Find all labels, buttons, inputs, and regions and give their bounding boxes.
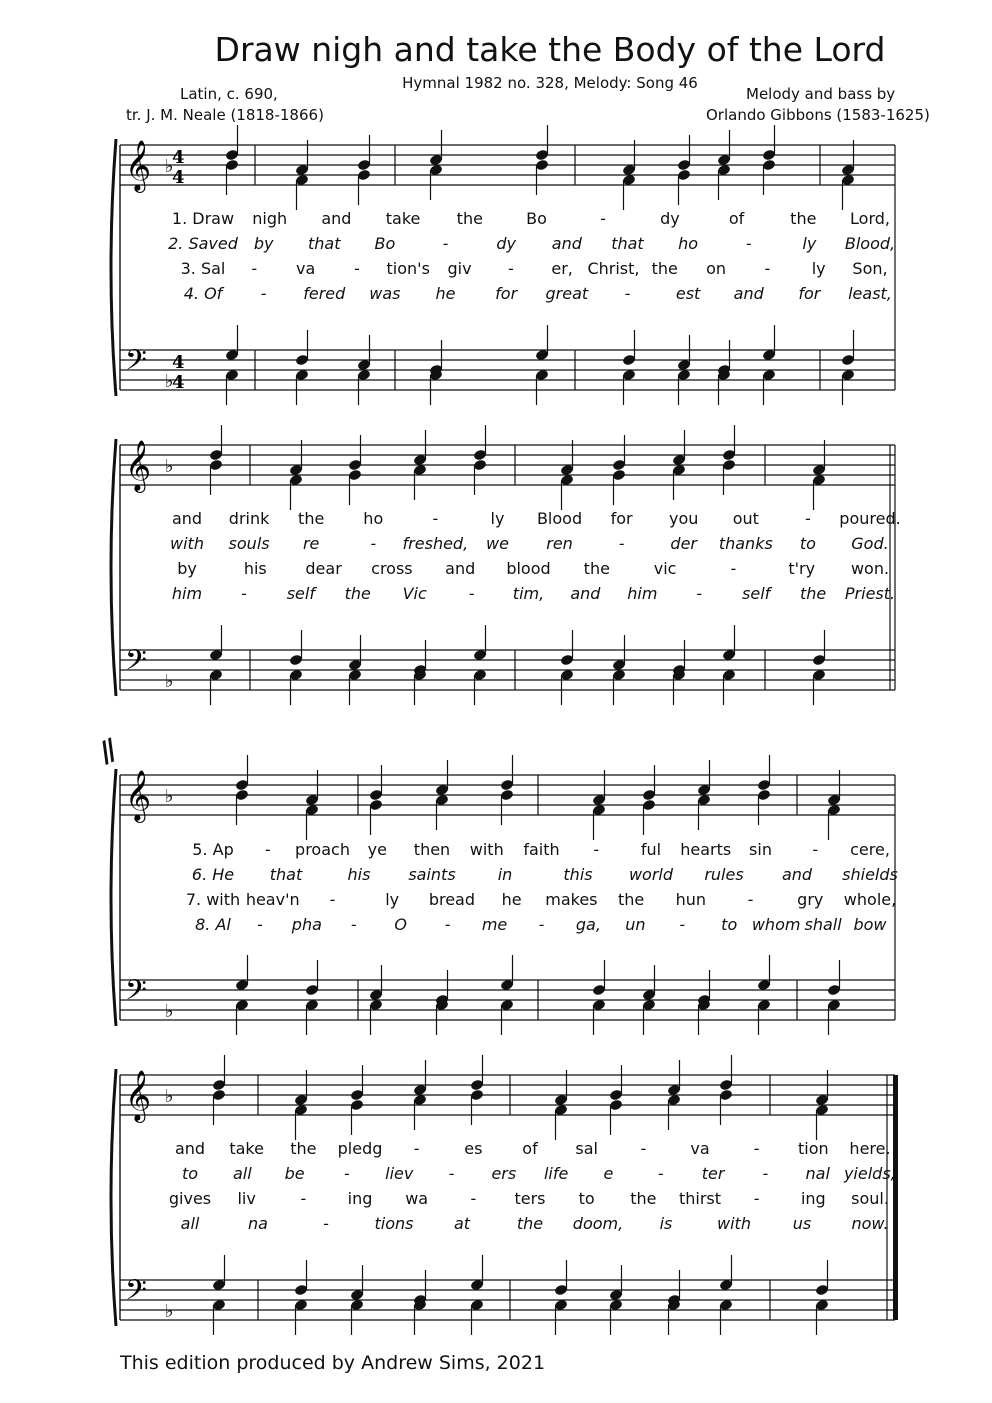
lyric-syllable: pha (291, 915, 322, 934)
key-flat: ♭ (165, 456, 174, 477)
lyric-syllable: shall (804, 915, 842, 934)
lyric-syllable: shields (842, 865, 898, 884)
lyric-syllable: - (344, 1164, 350, 1183)
lyric-syllable: that (269, 865, 303, 884)
lyric-syllable: for (610, 509, 633, 528)
lyric-syllable: - (812, 840, 819, 859)
lyric-syllable: the (790, 209, 817, 228)
lyric-syllable: hearts (680, 840, 732, 859)
lyric-syllable: - (241, 584, 247, 603)
lyric-syllable: proach (295, 840, 350, 859)
treble-clef: 𝄞 (125, 770, 152, 821)
lyric-syllable: sin (749, 840, 772, 859)
system-brace (111, 139, 116, 396)
lyric-syllable: - (730, 559, 737, 578)
lyric-syllable: - (444, 915, 451, 934)
lyric-syllable: all (232, 1164, 252, 1183)
key-flat: ♭ (165, 786, 174, 807)
lyric-syllable: Blood, (844, 234, 896, 253)
lyric-syllable: Bo (374, 234, 396, 253)
lyric-syllable: 4. Of (183, 284, 223, 303)
lyric-syllable: - (370, 534, 377, 553)
lyric-syllable: - (350, 915, 357, 934)
hymn-subtitle: Hymnal 1982 no. 328, Melody: Song 46 (402, 74, 698, 92)
lyric-syllable: then (413, 840, 451, 859)
lyric-syllable: the (799, 584, 827, 603)
lyric-syllable: with (717, 1214, 751, 1233)
bass-clef: 𝄢 (125, 1274, 147, 1314)
lyric-syllable: - (260, 284, 267, 303)
lyric-syllable: tions (374, 1214, 414, 1233)
lyric-syllable: - (753, 1139, 760, 1158)
lyric-syllable: poured. (839, 509, 901, 528)
lyric-syllable: - (470, 1189, 477, 1208)
lyric-syllable: the (516, 1214, 544, 1233)
lyric-syllable: der (670, 534, 698, 553)
lyric-syllable: es (464, 1139, 483, 1158)
lyric-syllable: the (298, 509, 325, 528)
lyric-syllable: ful (640, 840, 662, 859)
treble-clef: 𝄞 (125, 1070, 152, 1121)
lyric-syllable: dy (496, 234, 516, 253)
lyric-syllable: ly (811, 259, 826, 278)
lyric-syllable: - (624, 284, 631, 303)
lyric-syllable: to (578, 1189, 595, 1208)
key-flat: ♭ (165, 1001, 174, 1022)
lyric-syllable: heav'n (245, 890, 300, 909)
lyric-syllable: cere, (850, 840, 890, 859)
lyric-syllable: the (290, 1139, 317, 1158)
lyric-syllable: by (253, 234, 274, 253)
lyric-syllable: giv (447, 259, 472, 278)
lyric-syllable: faith (523, 840, 560, 859)
text-credit-line2: tr. J. M. Neale (1818-1866) (126, 106, 324, 124)
lyric-syllable: - (805, 509, 811, 528)
lyric-syllable: soul. (851, 1189, 889, 1208)
lyric-syllable: blood (506, 559, 551, 578)
lyric-syllable: now. (851, 1214, 889, 1233)
lyric-syllable: with (469, 840, 504, 859)
lyric-syllable: ga, (575, 915, 601, 934)
lyric-syllable: thirst (678, 1189, 722, 1208)
music-credit-line1: Melody and bass by (746, 85, 896, 103)
lyric-syllable: me (481, 915, 508, 934)
lyric-syllable: his (347, 865, 371, 884)
lyric-syllable: cross (371, 559, 413, 578)
lyric-syllable: ter (701, 1164, 725, 1183)
lyric-syllable: here. (849, 1139, 891, 1158)
lyric-syllable: to (721, 915, 738, 934)
lyric-syllable: - (300, 1189, 307, 1208)
final-bar-line (893, 1075, 898, 1320)
lyric-syllable: bow (853, 915, 887, 934)
system-brace (111, 1069, 116, 1326)
key-flat: ♭ (165, 156, 174, 177)
bass-clef: 𝄢 (125, 344, 147, 384)
lyric-syllable: saints (408, 865, 456, 884)
lyric-syllable: in (497, 865, 513, 884)
lyric-syllable: ye (367, 840, 387, 859)
bass-clef: 𝄢 (125, 644, 147, 684)
lyric-syllable: ers (491, 1164, 517, 1183)
lyric-syllable: makes (545, 890, 598, 909)
lyric-syllable: - (448, 1164, 455, 1183)
lyric-syllable: - (764, 259, 771, 278)
lyric-syllable: the (651, 259, 678, 278)
lyric-syllable: 1. Draw (171, 209, 235, 228)
lyric-syllable: ly (490, 509, 505, 528)
lyric-syllable: un (625, 915, 646, 934)
lyric-syllable: for (495, 284, 518, 303)
lyric-syllable: take (385, 209, 421, 228)
time-signature-lower: 4 (172, 372, 185, 393)
lyric-syllable: to (799, 534, 816, 553)
lyric-syllable: won. (850, 559, 890, 578)
lyric-syllable: the (344, 584, 371, 603)
lyric-syllable: nal (805, 1164, 830, 1183)
lyric-syllable: out (732, 509, 759, 528)
lyric-syllable: - (329, 890, 336, 909)
lyric-syllable: all (180, 1214, 200, 1233)
lyric-syllable: him (627, 584, 658, 603)
lyric-syllable: - (696, 584, 703, 603)
lyric-syllable: the (583, 559, 610, 578)
lyric-syllable: - (618, 534, 625, 553)
lyric-syllable: of (728, 209, 745, 228)
lyric-syllable: of (522, 1139, 538, 1158)
lyric-syllable: - (507, 259, 514, 278)
lyric-syllable: ren (546, 534, 573, 553)
lyric-syllable: him (171, 584, 203, 603)
lyric-syllable: - (657, 1164, 664, 1183)
lyric-syllable: and (174, 1139, 206, 1158)
lyric-syllable: vic (653, 559, 677, 578)
lyric-syllable: the (456, 209, 483, 228)
lyric-syllable: Bo (526, 209, 547, 228)
lyric-syllable: thanks (718, 534, 773, 553)
lyric-syllable: 3. Sal (180, 259, 226, 278)
lyric-syllable: gry (797, 890, 824, 909)
lyric-syllable: - (442, 234, 449, 253)
lyric-syllable: us (792, 1214, 812, 1233)
lyric-syllable: na (248, 1214, 268, 1233)
lyric-syllable: be (284, 1164, 305, 1183)
lyric-syllable: O (394, 915, 407, 934)
lyric-syllable: re (302, 534, 320, 553)
lyric-syllable: Lord, (850, 209, 890, 228)
lyric-syllable: - (640, 1139, 647, 1158)
lyric-syllable: great (545, 284, 589, 303)
lyric-syllable: - (593, 840, 600, 859)
lyric-syllable: for (798, 284, 821, 303)
lyric-syllable: ho (678, 234, 699, 253)
lyric-syllable: rules (704, 865, 744, 884)
lyric-syllable: ing (347, 1189, 373, 1208)
lyric-syllable: - (679, 915, 686, 934)
bass-clef: 𝄢 (125, 974, 147, 1014)
lyric-syllable: nigh (252, 209, 288, 228)
lyric-syllable: to (181, 1164, 199, 1183)
lyric-syllable: the (630, 1189, 657, 1208)
lyric-syllable: liev (385, 1164, 414, 1183)
key-flat: ♭ (165, 671, 174, 692)
lyric-syllable: this (563, 865, 593, 884)
lyric-syllable: we (485, 534, 509, 553)
lyric-syllable: and (321, 209, 352, 228)
lyric-syllable: Son, (852, 259, 888, 278)
lyric-syllable: 7. with (185, 890, 241, 909)
lyric-syllable: - (538, 915, 545, 934)
lyric-syllable: - (264, 840, 271, 859)
lyric-syllable: liv (237, 1189, 256, 1208)
lyric-syllable: and (171, 509, 203, 528)
lyric-syllable: - (323, 1214, 329, 1233)
lyric-syllable: yields; (843, 1164, 897, 1183)
lyric-syllable: - (745, 234, 752, 253)
key-flat: ♭ (165, 1086, 174, 1107)
lyric-syllable: he (435, 284, 456, 303)
lyric-syllable: - (468, 584, 475, 603)
treble-clef: 𝄞 (125, 440, 152, 491)
lyric-syllable: least, (848, 284, 892, 303)
lyric-syllable: dy (660, 209, 680, 228)
lyric-syllable: - (257, 915, 263, 934)
key-flat: ♭ (165, 1301, 174, 1322)
lyric-syllable: self (742, 584, 771, 603)
lyric-syllable: world (628, 865, 674, 884)
system-brace (111, 439, 116, 696)
lyric-syllable: that (308, 234, 341, 253)
lyric-syllable: by (177, 559, 197, 578)
lyric-syllable: ho (363, 509, 384, 528)
lyric-syllable: he (501, 890, 522, 909)
lyric-syllable: - (251, 259, 258, 278)
lyric-syllable: - (413, 1139, 420, 1158)
lyric-syllable: and (445, 559, 476, 578)
lyric-syllable: est (675, 284, 701, 303)
lyric-syllable: Blood (536, 509, 583, 528)
lyric-syllable: er, (551, 259, 573, 278)
lyric-syllable: the (617, 890, 645, 909)
lyric-syllable: self (286, 584, 315, 603)
lyric-syllable: with (170, 534, 204, 553)
lyric-syllable: pledg (337, 1139, 383, 1158)
lyric-syllable: you (669, 509, 699, 528)
lyric-syllable: Christ, (587, 259, 640, 278)
lyric-syllable: whom (751, 915, 801, 934)
lyric-syllable: - (432, 509, 439, 528)
lyric-syllable: at (453, 1214, 471, 1233)
lyric-syllable: drink (228, 509, 270, 528)
lyric-syllable: and (551, 234, 582, 253)
lyric-syllable: tion's (386, 259, 430, 278)
time-signature-upper: 4 (172, 352, 185, 373)
lyric-syllable: 2. Saved (168, 234, 238, 253)
system-brace (111, 769, 116, 1026)
lyric-syllable: 6. He (191, 865, 235, 884)
lyric-syllable: take (229, 1139, 264, 1158)
hymn-title: Draw nigh and take the Body of the Lord (214, 30, 886, 69)
lyric-syllable: - (600, 209, 607, 228)
lyric-syllable: dear (305, 559, 342, 578)
edition-footer: This edition produced by Andrew Sims, 2021 (120, 1352, 546, 1374)
lyric-syllable: freshed, (402, 534, 469, 553)
lyric-syllable: bread (428, 890, 475, 909)
lyric-syllable: was (369, 284, 401, 303)
lyric-syllable: hun (675, 890, 707, 909)
lyric-syllable: whole, (843, 890, 897, 909)
lyric-syllable: ters (514, 1189, 546, 1208)
lyric-syllable: gives (168, 1189, 212, 1208)
lyric-syllable: tion (798, 1139, 829, 1158)
lyric-syllable: and (781, 865, 813, 884)
lyric-syllable: ly (802, 234, 817, 253)
lyric-syllable: 8. Al (195, 915, 231, 934)
music-credit-line2: Orlando Gibbons (1583-1625) (706, 106, 930, 124)
lyric-syllable: ing (800, 1189, 826, 1208)
lyric-syllable: fered (303, 284, 346, 303)
time-signature-upper: 4 (172, 147, 185, 168)
lyric-syllable: life (543, 1164, 569, 1183)
lyric-syllable: ly (385, 890, 400, 909)
system-break-mark: // (93, 733, 119, 770)
time-signature-lower: 4 (172, 167, 185, 188)
lyric-syllable: doom, (572, 1214, 624, 1233)
lyric-syllable: wa (405, 1189, 429, 1208)
lyric-syllable: - (762, 1164, 769, 1183)
lyric-syllable: tim, (512, 584, 545, 603)
lyric-syllable: Priest. (844, 584, 896, 603)
lyric-syllable: and (570, 584, 601, 603)
lyric-syllable: va (690, 1139, 710, 1158)
lyric-syllable: 5. Ap (192, 840, 234, 859)
lyric-syllable: - (747, 890, 754, 909)
lyric-syllable: souls (228, 534, 270, 553)
lyric-syllable: sal (575, 1139, 598, 1158)
lyric-syllable: is (659, 1214, 673, 1233)
lyric-syllable: va (295, 259, 316, 278)
lyric-syllable: - (354, 259, 360, 278)
treble-clef: 𝄞 (125, 140, 152, 191)
lyric-syllable: and (733, 284, 764, 303)
lyric-syllable: t'ry (788, 559, 816, 578)
lyric-syllable: e (603, 1164, 614, 1183)
lyric-syllable: on (706, 259, 727, 278)
lyric-syllable: - (753, 1189, 760, 1208)
lyric-syllable: God. (851, 534, 889, 553)
lyric-syllable: Vic (402, 584, 427, 603)
lyric-syllable: that (611, 234, 644, 253)
text-credit-line1: Latin, c. 690, (180, 85, 278, 103)
key-flat: ♭ (165, 371, 174, 392)
lyric-syllable: his (243, 559, 267, 578)
